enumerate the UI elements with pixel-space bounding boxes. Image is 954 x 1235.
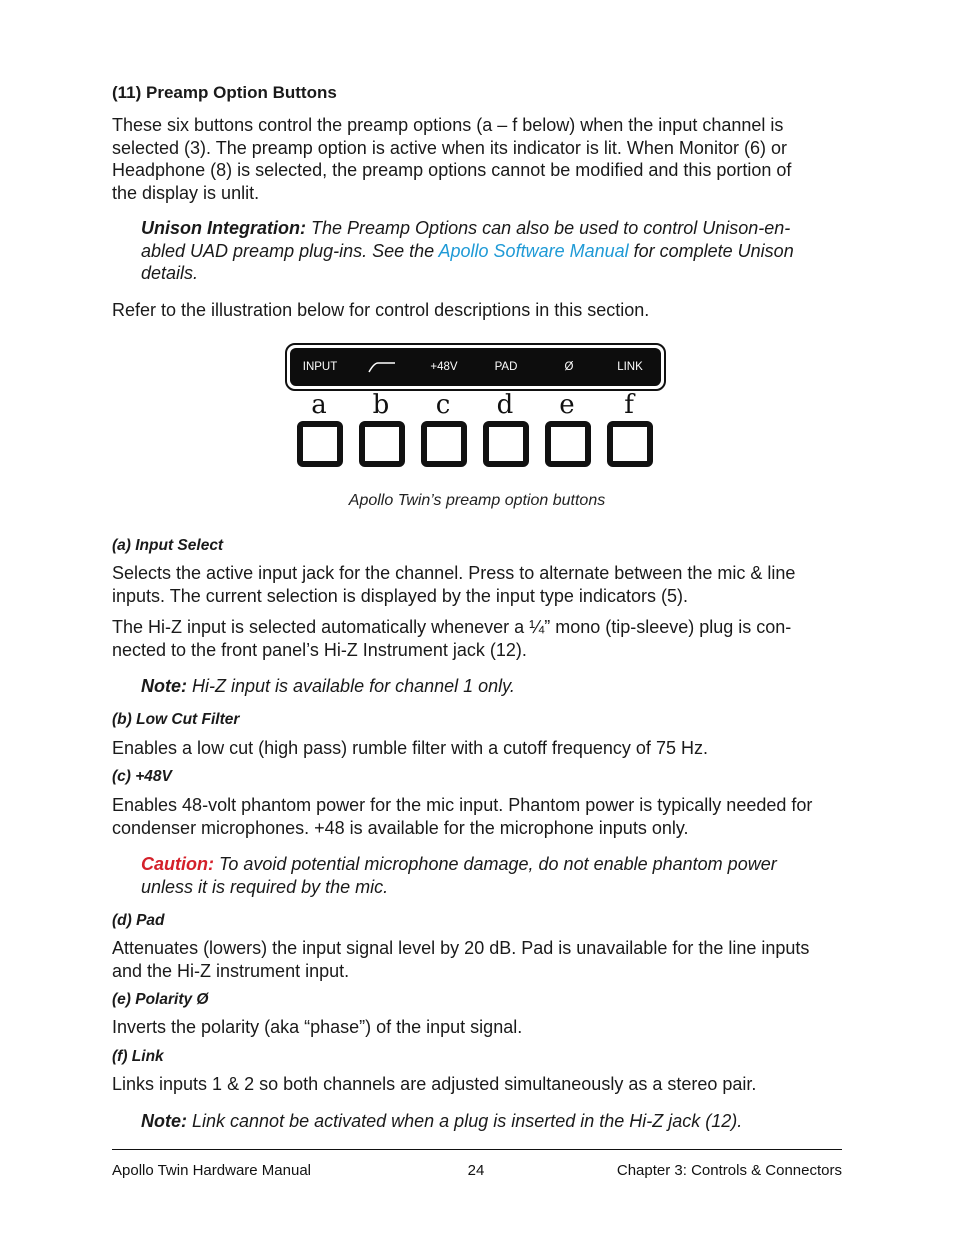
subheading-polarity: (e) Polarity Ø <box>112 991 209 1008</box>
paragraph-line: Enables 48-volt phantom power for the mic input. Phantom power is typically needed for <box>112 795 813 815</box>
low-cut-paragraph: Enables a low cut (high pass) rumble filter with a cutoff frequency of 75 Hz. <box>112 738 708 758</box>
unison-note-line2-post: for complete Unison <box>628 240 794 261</box>
intro-line: Headphone (8) is selected, the preamp options cannot be modified and this portion of <box>112 160 792 180</box>
input-select-button[interactable] <box>297 421 343 467</box>
paragraph-line: nected to the front panel’s Hi-Z Instrument jack (12). <box>112 639 527 660</box>
paragraph-line: condenser microphones. +48 is available for the microphone inputs only. <box>112 817 689 838</box>
subheading-48v: (c) +48V <box>112 768 172 785</box>
button-letter-e: e <box>559 390 575 420</box>
footer-chapter: Chapter 3: Controls & Connectors <box>616 1162 842 1179</box>
intro-paragraph <box>112 114 791 204</box>
subheading-pad: (d) Pad <box>112 912 165 929</box>
unison-note <box>141 217 794 285</box>
panel-label-pad: PAD <box>494 361 518 373</box>
phantom-power-button[interactable] <box>421 421 467 467</box>
unison-note-label: Unison Integration: <box>141 218 306 238</box>
panel-label-polarity: Ø <box>564 361 574 373</box>
unison-note-line1: The Preamp Options can also be used to control Unison-en- <box>311 218 791 238</box>
paragraph-line: Attenuates (lowers) the input signal level by 20 dB. Pad is unavailable for the line inputs <box>112 938 810 958</box>
phantom-paragraph <box>112 794 812 839</box>
paragraph-line: Selects the active input jack for the channel. Press to alternate between the mic & line <box>112 563 796 583</box>
subheading-link: (f) Link <box>112 1048 164 1065</box>
page-number: 24 <box>467 1162 485 1179</box>
polarity-button[interactable] <box>545 421 591 467</box>
intro-line: These six buttons control the preamp options (a – f below) when the input channel is <box>112 115 784 135</box>
button-letter-d: d <box>496 390 514 420</box>
button-letter-f: f <box>624 390 634 420</box>
intro-line: the display is unlit. <box>112 182 260 203</box>
subheading-input-select: (a) Input Select <box>112 537 224 554</box>
note-label: Note: <box>141 676 187 696</box>
panel-label-link: LINK <box>617 361 643 373</box>
note-text: Hi-Z input is available for channel 1 only. <box>187 676 515 696</box>
pad-paragraph <box>112 937 809 982</box>
phantom-caution <box>141 853 777 898</box>
pad-button[interactable] <box>483 421 529 467</box>
note-label: Note: <box>141 1111 187 1131</box>
panel-label-48v: +48V <box>430 361 458 373</box>
low-cut-button[interactable] <box>359 421 405 467</box>
caution-label: Caution: <box>141 854 214 874</box>
unison-note-line3: details. <box>141 263 199 283</box>
note-text: Link cannot be activated when a plug is inserted in the Hi-Z jack (12). <box>187 1111 743 1131</box>
figure-caption: Apollo Twin’s preamp option buttons <box>348 492 606 509</box>
polarity-paragraph: Inverts the polarity (aka “phase”) of the input signal. <box>112 1017 523 1037</box>
unison-note-line2-pre: abled UAD preamp plug-ins. See the <box>141 240 439 261</box>
input-select-paragraph-1 <box>112 562 795 607</box>
button-letter-b: b <box>372 390 390 420</box>
paragraph-line: The Hi-Z input is selected automatically whenever a ¼” mono (tip-sleeve) plug is con- <box>112 617 792 637</box>
link-note <box>141 1110 742 1133</box>
low-cut-filter-icon <box>366 358 398 376</box>
paragraph-line: inputs. The current selection is displayed by the input type indicators (5). <box>112 585 688 606</box>
caution-line2: unless it is required by the mic. <box>141 876 389 897</box>
paragraph-line: and the Hi-Z instrument input. <box>112 960 350 981</box>
caution-line1: To avoid potential microphone damage, do not enable phantom power <box>213 854 777 874</box>
footer-manual-title: Apollo Twin Hardware Manual <box>112 1162 311 1179</box>
input-select-paragraph-2 <box>112 616 791 661</box>
intro-line: selected (3). The preamp option is active when its indicator is lit. When Monitor (6) or <box>112 137 787 158</box>
refer-paragraph: Refer to the illustration below for control descriptions in this section. <box>112 300 650 320</box>
panel-label-input: INPUT <box>302 361 338 373</box>
footer-divider <box>112 1149 842 1150</box>
button-letter-a: a <box>311 390 327 420</box>
apollo-software-manual-link[interactable]: Apollo Software Manual <box>438 240 629 261</box>
subheading-low-cut-filter: (b) Low Cut Filter <box>112 711 240 728</box>
button-letter-c: c <box>435 390 451 420</box>
link-button[interactable] <box>607 421 653 467</box>
hi-z-note <box>141 675 515 698</box>
section-heading: (11) Preamp Option Buttons <box>112 83 337 102</box>
link-paragraph: Links inputs 1 & 2 so both channels are adjusted simultaneously as a stereo pair. <box>112 1074 757 1094</box>
